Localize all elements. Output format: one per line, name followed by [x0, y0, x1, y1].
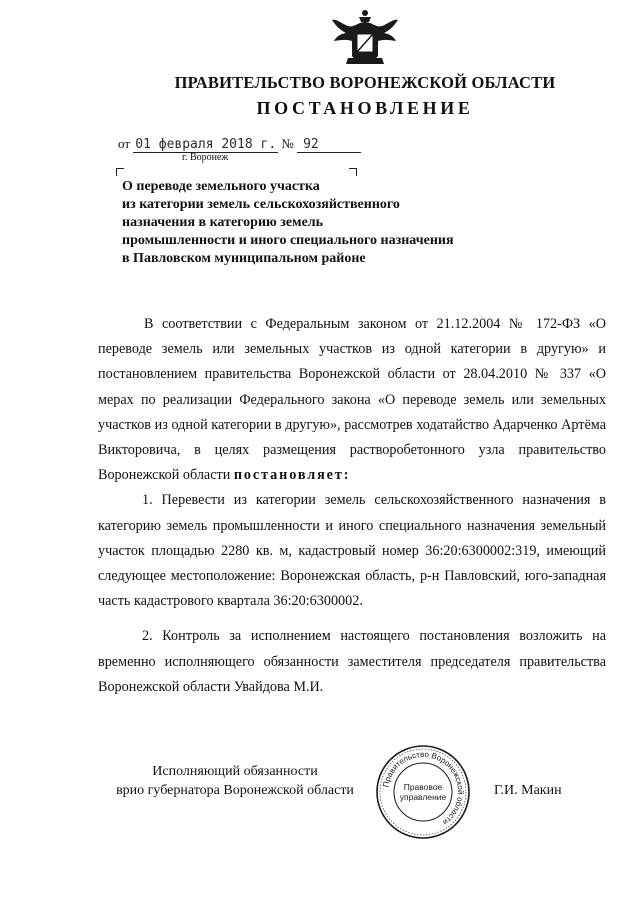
stamp-center-line: управление: [399, 792, 447, 802]
document-body: [98, 312, 606, 700]
city-label: г. Воронеж: [182, 152, 229, 163]
date-prefix: от: [118, 136, 131, 151]
preamble-paragraph: [98, 312, 606, 488]
subject-line: промышленности и иного специального назначения: [122, 233, 454, 248]
subject-corner-mark-left: [116, 168, 124, 176]
number-sign: №: [281, 136, 294, 151]
legal-department-stamp: [375, 744, 471, 840]
stamp-center-line: Правовое: [403, 782, 443, 792]
document-date: 01 февраля 2018 г.: [135, 137, 277, 152]
coat-of-arms-emblem: [328, 6, 402, 68]
document-type-title: ПОСТАНОВЛЕНИЕ: [256, 98, 474, 118]
document-subject: [122, 178, 522, 268]
item-2-paragraph: 2. Контроль за исполнением настоящего постановления возложить на временно исполняющего обязанности заместителя председателя правительства Воронежской области Увайдова М.И.: [98, 628, 606, 695]
subject-line: назначения в категорию земель: [122, 215, 324, 230]
subject-line: О переводе земельного участка: [122, 179, 320, 194]
preamble-text: В соответствии с Федеральным законом от 21.12.2004 № 172-ФЗ «О переводе земель или земельных участков из одной категории в другую» и постановлением правительства Воронежской области от 28.04.2010 № 337 «О мерах по реализации Федерального закона «О переводе земель или земельных участков из одной категории в другую», рассмотрев ходатайство Адарченко Артёма Викторовича, в целях размещения растворобетонного узла правительство Воронежской области: [98, 316, 606, 484]
date-number-line: [118, 136, 361, 153]
subject-corner-mark-right: [349, 168, 357, 176]
position-line: врио губернатора Воронежской области: [116, 783, 354, 798]
stamp-ring-text: Правительство Воронежской области: [381, 749, 466, 827]
subject-line: в Павловском муниципальном районе: [122, 251, 366, 266]
subject-line: из категории земель сельскохозяйственного: [122, 197, 400, 212]
item-1-paragraph: 1. Перевести из категории земель сельскохозяйственного назначения в категорию земель промышленности и иного специального назначения земельный участок площадью 2280 кв. м, кадастровый номер 36:20:6300002:319, имеющий следующее местоположение: Воронежская область, р-н Павловский, юго-западная часть кадастрового квартала 36:20:6300002.: [98, 492, 606, 610]
decree-word: постановляет:: [233, 467, 351, 484]
signatory-position: [100, 762, 370, 800]
signatory-name: Г.И. Макин: [494, 783, 562, 798]
document-number: 92: [297, 137, 361, 153]
government-title: ПРАВИТЕЛЬСТВО ВОРОНЕЖСКОЙ ОБЛАСТИ: [174, 73, 556, 92]
position-line: Исполняющий обязанности: [152, 764, 318, 779]
